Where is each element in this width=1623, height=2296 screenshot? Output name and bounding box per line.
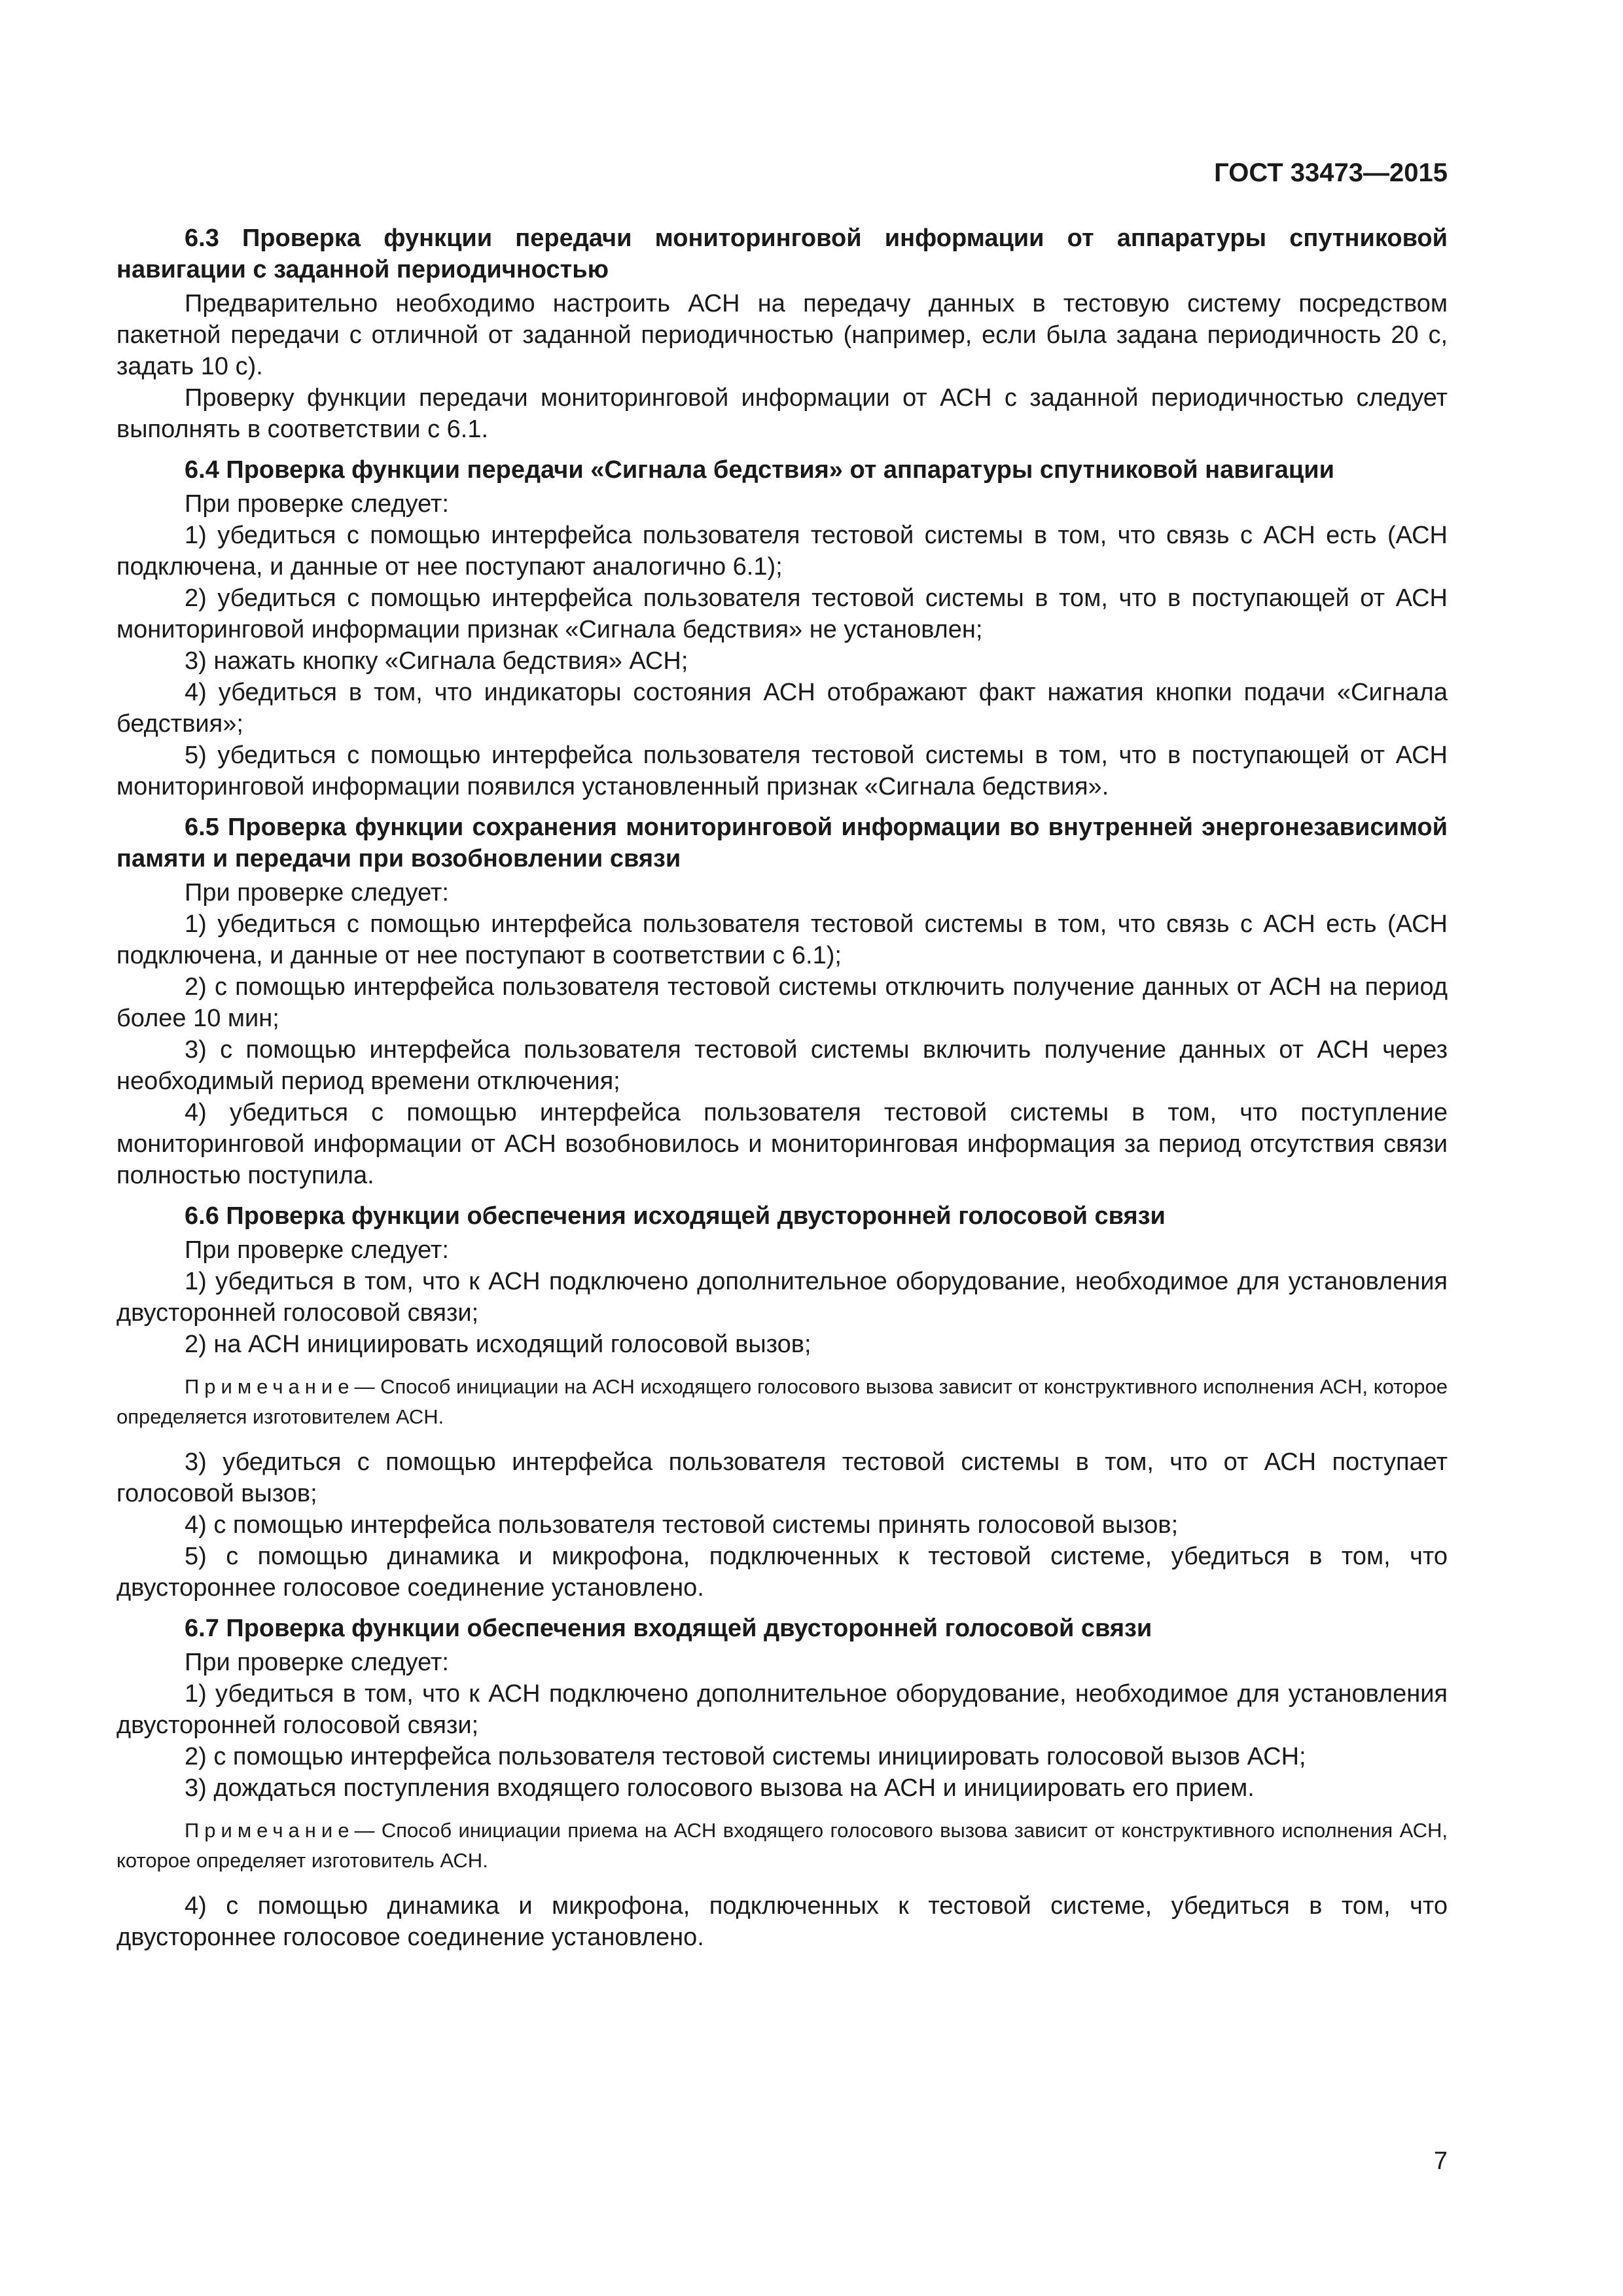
list-item: 1) убедиться с помощью интерфейса пользователя тестовой системы в том, что связь с АСН есть (АСН подключена, и данные от нее поступают в соответствии с 6.1); bbox=[116, 910, 1448, 969]
list-item: 4) с помощью интерфейса пользователя тестовой системы принять голосовой вызов; bbox=[185, 1511, 1179, 1539]
list-item: 1) убедиться в том, что к АСН подключено дополнительное оборудование, необходимое для установления двусторонней голосовой связи; bbox=[116, 1268, 1448, 1327]
note bbox=[116, 1816, 1448, 1876]
section-title: 6.3 Проверка функции передачи мониторинговой информации от аппаратуры спутниковой навигации с заданной периодичностью bbox=[116, 224, 1448, 283]
section-6-7 bbox=[116, 1613, 1448, 1953]
list-item: 2) с помощью интерфейса пользователя тестовой системы отключить получение данных от АСН на период более 10 мин; bbox=[116, 973, 1448, 1032]
list-item: 4) убедиться в том, что индикаторы состояния АСН отображают факт нажатия кнопки подачи «Сигнала бедствия»; bbox=[116, 679, 1448, 738]
section-6-5 bbox=[116, 812, 1448, 1191]
list-item: 2) с помощью интерфейса пользователя тестовой системы инициировать голосовой вызов АСН; bbox=[185, 1743, 1306, 1770]
paragraph: Проверку функции передачи мониторинговой информации от АСН с заданной периодичностью следует выполнять в соответствии с 6.1. bbox=[116, 384, 1448, 443]
list-item: 1) убедиться с помощью интерфейса пользователя тестовой системы в том, что связь с АСН есть (АСН подключена, и данные от нее поступают аналогично 6.1); bbox=[116, 522, 1448, 581]
page-number: 7 bbox=[1433, 2147, 1448, 2175]
list-item: 2) на АСН инициировать исходящий голосовой вызов; bbox=[185, 1331, 812, 1358]
list-item: 2) убедиться с помощью интерфейса пользователя тестовой системы в том, что в поступающей от АСН мониторинговой информации признак «Сигнала бедствия» не установлен; bbox=[116, 584, 1448, 643]
section-6-3 bbox=[116, 223, 1448, 445]
list-item: 1) убедиться в том, что к АСН подключено дополнительное оборудование, необходимое для установления двусторонней голосовой связи; bbox=[116, 1680, 1448, 1739]
list-item: 4) с помощью динамика и микрофона, подключенных к тестовой системе, убедиться в том, что двустороннее голосовое соединение установлено. bbox=[116, 1892, 1448, 1951]
note-text: — Способ инициации приема на АСН входящего голосового вызова зависит от конструктивного исполнения АСН, которое определяет изготовитель АСН. bbox=[116, 1819, 1448, 1872]
section-title: 6.4 Проверка функции передачи «Сигнала бедствия» от аппаратуры спутниковой навигации bbox=[185, 456, 1335, 484]
list-item: 3) нажать кнопку «Сигнала бедствия» АСН; bbox=[185, 647, 688, 675]
paragraph: При проверке следует: bbox=[185, 879, 449, 906]
document-page bbox=[116, 157, 1448, 2225]
section-title: 6.7 Проверка функции обеспечения входящей двусторонней голосовой связи bbox=[185, 1615, 1152, 1642]
paragraph: При проверке следует: bbox=[185, 1236, 449, 1264]
note-text: — Способ инициации на АСН исходящего голосового вызова зависит от конструктивного исполнения АСН, которое определяется изготовителем АСН. bbox=[116, 1375, 1448, 1428]
list-item: 5) убедиться с помощью интерфейса пользователя тестовой системы в том, что в поступающей от АСН мониторинговой информации появился установленный признак «Сигнала бедствия». bbox=[116, 742, 1448, 800]
note bbox=[116, 1372, 1448, 1432]
document-header: ГОСТ 33473—2015 bbox=[1214, 158, 1448, 187]
note-label: Примечание bbox=[185, 1819, 355, 1842]
list-item: 3) дождаться поступления входящего голосового вызова на АСН и инициировать его прием. bbox=[185, 1774, 1255, 1802]
section-title: 6.6 Проверка функции обеспечения исходящей двусторонней голосовой связи bbox=[185, 1202, 1166, 1230]
section-title: 6.5 Проверка функции сохранения мониторинговой информации во внутренней энергонезависимой памяти и передачи при возобновлении связи bbox=[116, 814, 1448, 872]
paragraph: Предварительно необходимо настроить АСН на передачу данных в тестовую систему посредством пакетной передачи с отличной от заданной периодичностью (например, если была задана периодичность 20 с, задать 10 с). bbox=[116, 290, 1448, 380]
note-label: Примечание bbox=[185, 1375, 355, 1398]
list-item: 3) убедиться с помощью интерфейса пользователя тестовой системы в том, что от АСН поступает голосовой вызов; bbox=[116, 1448, 1448, 1507]
list-item: 3) с помощью интерфейса пользователя тестовой системы включить получение данных от АСН через необходимый период времени отключения; bbox=[116, 1036, 1448, 1095]
list-item: 5) с помощью динамика и микрофона, подключенных к тестовой системе, убедиться в том, что двустороннее голосовое соединение установлено. bbox=[116, 1543, 1448, 1602]
section-6-4 bbox=[116, 454, 1448, 802]
paragraph: При проверке следует: bbox=[185, 490, 449, 518]
list-item: 4) убедиться с помощью интерфейса пользователя тестовой системы в том, что поступление мониторинговой информации от АСН возобновилось и мониторинговая информация за период отсутствия связи полностью поступила. bbox=[116, 1099, 1448, 1189]
paragraph: При проверке следует: bbox=[185, 1649, 449, 1676]
section-6-6 bbox=[116, 1200, 1448, 1604]
